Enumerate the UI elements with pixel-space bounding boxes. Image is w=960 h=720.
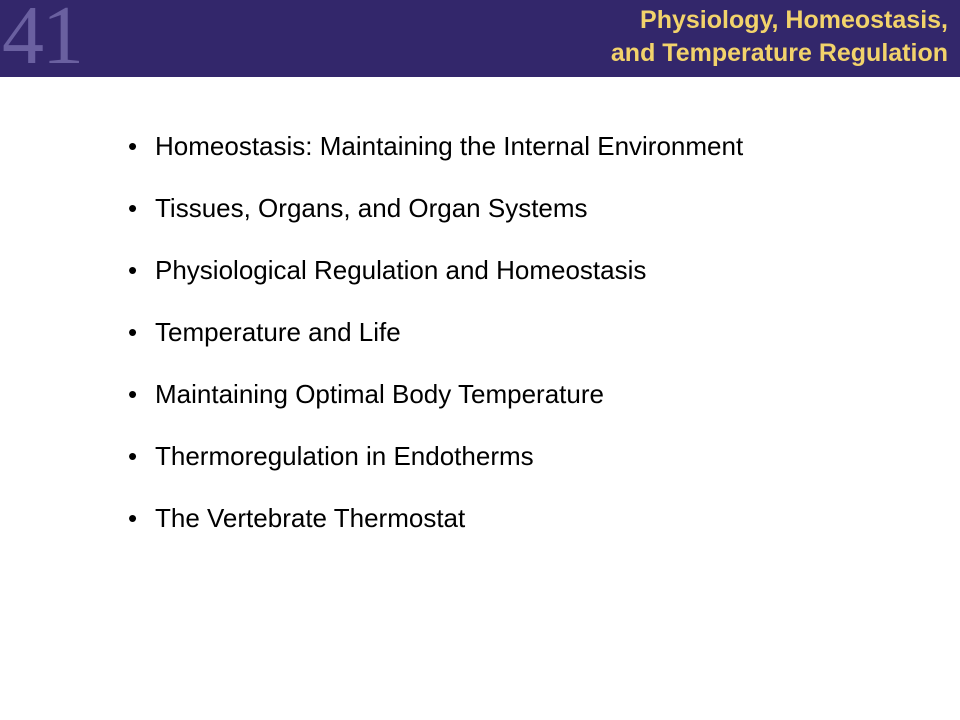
topic-item bbox=[128, 192, 848, 224]
slide-title bbox=[248, 4, 948, 70]
topic-text: Homeostasis: Maintaining the Internal Environment bbox=[155, 131, 744, 161]
bullet-icon: • bbox=[128, 255, 138, 285]
topic-text: Temperature and Life bbox=[155, 317, 401, 347]
bullet-icon: • bbox=[128, 441, 138, 471]
topic-list bbox=[128, 130, 848, 564]
bullet-icon: • bbox=[128, 131, 138, 161]
topic-item bbox=[128, 378, 848, 410]
topic-text: Tissues, Organs, and Organ Systems bbox=[155, 193, 588, 223]
topic-item bbox=[128, 316, 848, 348]
chapter-number: 41 bbox=[2, 0, 82, 82]
slide-title-line-2: and Temperature Regulation bbox=[610, 39, 948, 67]
slide-title-line-1: Physiology, Homeostasis, bbox=[640, 6, 948, 34]
topic-item bbox=[128, 502, 848, 534]
topic-text: Physiological Regulation and Homeostasis bbox=[155, 255, 647, 285]
topic-text: Thermoregulation in Endotherms bbox=[155, 441, 534, 471]
header-bar bbox=[0, 0, 960, 82]
bullet-icon: • bbox=[128, 317, 138, 347]
topic-text: Maintaining Optimal Body Temperature bbox=[155, 379, 604, 409]
topic-text: The Vertebrate Thermostat bbox=[155, 503, 466, 533]
bullet-icon: • bbox=[128, 379, 138, 409]
topic-item bbox=[128, 254, 848, 286]
bullet-icon: • bbox=[128, 503, 138, 533]
bullet-icon: • bbox=[128, 193, 138, 223]
topic-item bbox=[128, 440, 848, 472]
topic-item bbox=[128, 130, 848, 162]
